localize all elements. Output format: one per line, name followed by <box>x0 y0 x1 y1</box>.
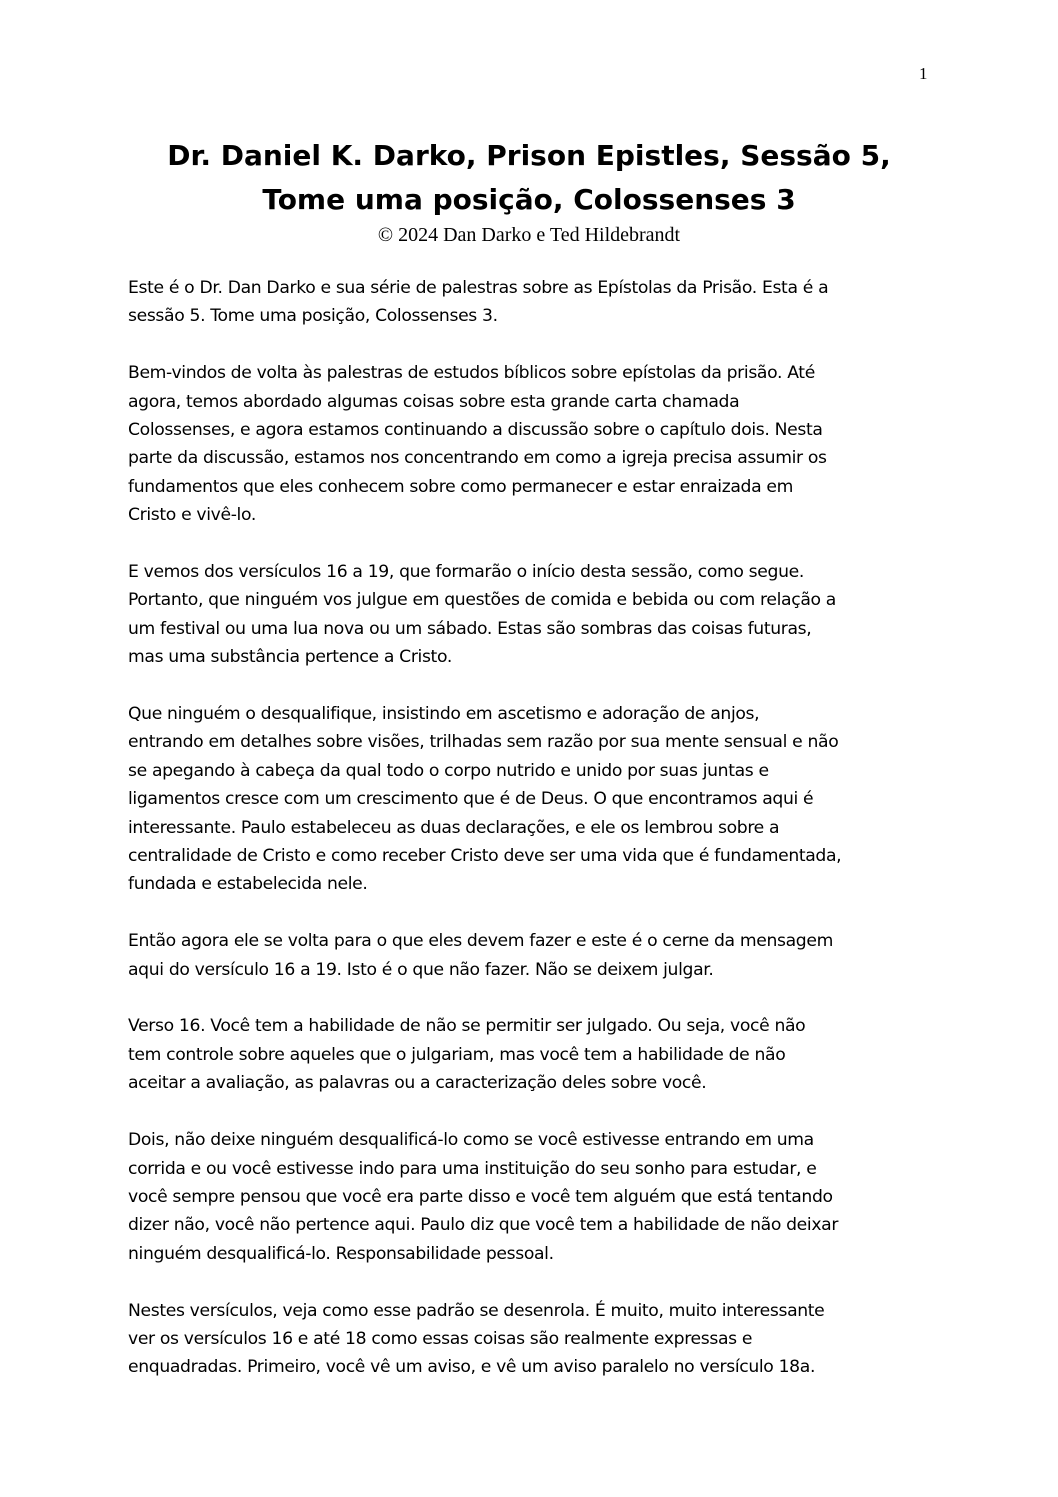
paragraph-5 <box>128 927 928 984</box>
copyright-notice: © 2024 Dan Darko e Ted Hildebrandt <box>377 224 681 246</box>
document-title-line-2: Tome uma posição, Colossenses 3 <box>262 183 796 216</box>
paragraph-line: Então agora ele se volta para o que eles devem fazer e este é o cerne da mensagem <box>128 931 833 952</box>
paragraph-8 <box>128 1297 928 1382</box>
paragraph-line: agora, temos abordado algumas coisas sobre esta grande carta chamada <box>128 391 740 412</box>
paragraph-line: Bem-vindos de volta às palestras de estudos bíblicos sobre epístolas da prisão. Até <box>128 363 815 384</box>
paragraph-line: Que ninguém o desqualifique, insistindo em ascetismo e adoração de anjos, <box>128 704 760 725</box>
paragraph-2 <box>128 359 928 529</box>
paragraph-1 <box>128 274 928 331</box>
document-title-line-1: Dr. Daniel K. Darko, Prison Epistles, Sessão 5, <box>167 139 891 172</box>
paragraph-6 <box>128 1012 928 1097</box>
paragraph-line: Dois, não deixe ninguém desqualificá-lo como se você estivesse entrando em uma <box>128 1130 814 1151</box>
paragraph-line: um festival ou uma lua nova ou um sábado. Estas são sombras das coisas futuras, <box>128 618 812 639</box>
paragraph-line: parte da discussão, estamos nos concentrando em como a igreja precisa assumir os <box>128 448 827 469</box>
paragraph-line: você sempre pensou que você era parte disso e você tem alguém que está tentando <box>128 1186 833 1207</box>
paragraph-line: enquadradas. Primeiro, você vê um aviso, e vê um aviso paralelo no versículo 18a. <box>128 1357 816 1378</box>
paragraph-line: Este é o Dr. Dan Darko e sua série de palestras sobre as Epístolas da Prisão. Esta é a <box>128 278 829 298</box>
paragraph-line: Verso 16. Você tem a habilidade de não se permitir ser julgado. Ou seja, você não <box>128 1016 806 1037</box>
paragraph-line: centralidade de Cristo e como receber Cristo deve ser uma vida que é fundamentada, <box>128 846 842 867</box>
document-body <box>128 274 928 1410</box>
paragraph-3 <box>128 558 928 672</box>
paragraph-line: aceitar a avaliação, as palavras ou a caracterização deles sobre você. <box>128 1073 707 1094</box>
paragraph-line: mas uma substância pertence a Cristo. <box>128 647 452 668</box>
paragraph-line: sessão 5. Tome uma posição, Colossenses 3. <box>128 306 498 327</box>
paragraph-line: E vemos dos versículos 16 a 19, que formarão o início desta sessão, como segue. <box>128 562 804 583</box>
paragraph-line: ver os versículos 16 e até 18 como essas coisas são realmente expressas e <box>128 1328 753 1349</box>
paragraph-line: fundada e estabelecida nele. <box>128 874 368 895</box>
paragraph-line: Colossenses, e agora estamos continuando a discussão sobre o capítulo dois. Nesta <box>128 420 823 441</box>
paragraph-line: Portanto, que ninguém vos julgue em questões de comida e bebida ou com relação a <box>128 590 836 611</box>
paragraph-line: se apegando à cabeça da qual todo o corpo nutrido e unido por suas juntas e <box>128 760 769 781</box>
paragraph-line: fundamentos que eles conhecem sobre como permanecer e estar enraizada em <box>128 476 794 497</box>
paragraph-4 <box>128 700 928 899</box>
page-number: 1 <box>919 64 928 83</box>
paragraph-line: corrida e ou você estivesse indo para uma instituição do seu sonho para estudar, e <box>128 1158 817 1179</box>
paragraph-line: Cristo e vivê-lo. <box>128 505 256 526</box>
paragraph-line: tem controle sobre aqueles que o julgariam, mas você tem a habilidade de não <box>128 1044 786 1065</box>
paragraph-line: ninguém desqualificá-lo. Responsabilidade pessoal. <box>128 1243 554 1264</box>
document-header <box>120 134 938 247</box>
paragraph-line: Nestes versículos, veja como esse padrão se desenrola. É muito, muito interessante <box>128 1300 825 1321</box>
paragraph-line: aqui do versículo 16 a 19. Isto é o que não fazer. Não se deixem julgar. <box>128 959 714 980</box>
paragraph-line: interessante. Paulo estabeleceu as duas declarações, e ele os lembrou sobre a <box>128 817 780 838</box>
paragraph-line: entrando em detalhes sobre visões, trilhadas sem razão por sua mente sensual e não <box>128 732 839 753</box>
paragraph-7 <box>128 1126 928 1268</box>
paragraph-line: dizer não, você não pertence aqui. Paulo diz que você tem a habilidade de não deixar <box>128 1215 839 1236</box>
paragraph-line: ligamentos cresce com um crescimento que é de Deus. O que encontramos aqui é <box>128 789 814 810</box>
